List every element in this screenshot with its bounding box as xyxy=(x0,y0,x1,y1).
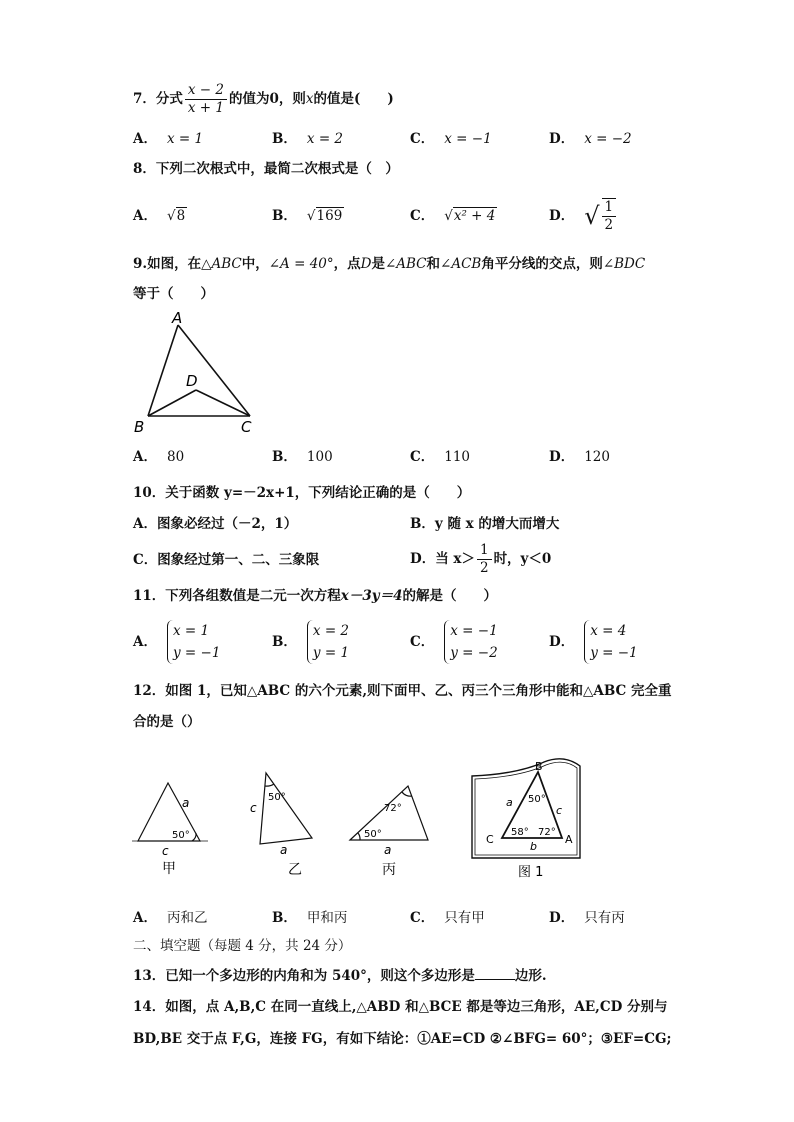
q11-option-b[interactable]: B． x = 2 y = 1 xyxy=(272,620,349,664)
label-b: B xyxy=(134,418,145,436)
figure-jia xyxy=(132,775,212,880)
q8-option-d[interactable]: D． √ $\frac{1}{2}$ xyxy=(549,198,618,234)
q8-stem: 8．下列二次根式中，最简二次根式是（ ） xyxy=(133,161,399,177)
q11-option-a[interactable]: A． x = 1 y = −1 xyxy=(133,620,220,664)
figure-1 xyxy=(468,752,588,882)
label-a: A xyxy=(565,833,573,846)
side-label-c: c xyxy=(162,844,169,858)
q11-option-d[interactable]: D． x = 4 y = −1 xyxy=(549,620,638,664)
q8-option-c[interactable]: C． √x² + 4 xyxy=(410,208,496,224)
side-label-a: a xyxy=(384,843,392,857)
figure-yi xyxy=(244,768,324,880)
q8-option-a[interactable]: A． √8 xyxy=(133,208,186,224)
q9-option-a[interactable]: A． 80 xyxy=(133,449,185,465)
label-b: B xyxy=(535,760,543,773)
side-label-a: a xyxy=(182,796,190,810)
equation-system: x = −1 y = −2 xyxy=(444,620,497,664)
q8-d-fraction: $\frac{1}{2}$ xyxy=(602,198,617,234)
equation-system: x = 1 y = −1 xyxy=(167,620,220,664)
angle-arc xyxy=(265,784,274,786)
q9-stem-line2: 等于（ ） xyxy=(133,286,214,302)
q12-option-b[interactable]: B． 甲和丙 xyxy=(272,910,348,926)
q10-option-d[interactable]: D．当 x＞ $\frac{1}{2}$ 时，y＜0 xyxy=(410,542,552,576)
q11-option-c[interactable]: C． x = −1 y = −2 xyxy=(410,620,498,664)
caption-jia: 甲 xyxy=(162,861,176,877)
caption-yi: 乙 xyxy=(288,862,302,878)
label-a: A xyxy=(172,309,183,327)
side-ac xyxy=(178,325,250,416)
side-label-b: b xyxy=(530,840,537,853)
side-label-a: a xyxy=(280,843,288,857)
equation-system: x = 2 y = 1 xyxy=(307,620,349,664)
q14-stem: 14．如图，点 A,B,C 在同一直线上,△ABD 和△BCE 都是等边三角形，AE,CD 分别与 xyxy=(133,999,668,1015)
angle-label: 50° xyxy=(268,792,286,803)
segment-dc xyxy=(196,390,250,416)
q10-stem: 10．关于函数 y=－2x+1，下列结论正确的是（ ） xyxy=(133,485,471,501)
q11-stem: 11．下列各组数值是二元一次方程x－3y＝4的解是（ ） xyxy=(133,588,497,604)
q9-triangle-figure xyxy=(130,308,270,438)
label-c: C xyxy=(486,833,494,846)
triangle-yi xyxy=(260,773,312,844)
section-heading-fill-blank: 二、填空题（每题 4 分，共 24 分） xyxy=(133,938,352,954)
sqrt-symbol: √x² + 4 xyxy=(444,208,496,224)
angle-b-label: 50° xyxy=(528,794,546,805)
q14-stem-line2: BD,BE 交于点 F,G，连接 FG，有如下结论：①AE=CD ②∠BFG= 60°；③EF=CG; xyxy=(133,1031,672,1047)
q12-stem: 12．如图 1，已知△ABC 的六个元素,则下面甲、乙、丙三个三角形中能和△ABC 完全重 xyxy=(133,683,672,699)
angle-c-label: 58° xyxy=(511,827,529,838)
q7-option-d[interactable]: D． x = −2 xyxy=(549,131,632,147)
figure-bing xyxy=(344,776,434,880)
triangle-jia xyxy=(138,783,200,841)
q10-option-c[interactable]: C．图象经过第一、二、三象限 xyxy=(133,552,320,568)
q7-option-a[interactable]: A． x = 1 xyxy=(133,131,204,147)
angle-arc xyxy=(192,833,196,841)
side-label-a: a xyxy=(506,796,513,809)
q8-option-b[interactable]: B． √169 xyxy=(272,208,343,224)
equation-system: x = 4 y = −1 xyxy=(584,620,637,664)
q13-stem: 13．已知一个多边形的内角和为 540°，则这个多边形是 边形. xyxy=(133,968,547,984)
angle-a-label: 72° xyxy=(538,827,556,838)
q9-option-b[interactable]: B． 100 xyxy=(272,449,333,465)
angle-arc xyxy=(358,833,360,840)
label-d: D xyxy=(186,372,198,390)
caption-figure-1: 图 1 xyxy=(518,865,544,880)
q9-stem: 9.如图，在△ABC中，∠A = 40°，点D是∠ABC和∠ACB角平分线的交点，则∠BDC xyxy=(133,256,646,272)
label-c: C xyxy=(241,418,252,436)
q10-option-a[interactable]: A．图象必经过（－2，1） xyxy=(133,516,298,532)
sqrt-symbol: √ xyxy=(584,202,600,230)
q7-stem: 7．分式 $\frac{x - 2}{x + 1}$ 的值为0，则x的值是( ) xyxy=(133,82,394,116)
q10-d-fraction: $\frac{1}{2}$ xyxy=(477,542,492,577)
angle-label: 50° xyxy=(364,829,382,840)
q7-option-b[interactable]: B． x = 2 xyxy=(272,131,344,147)
sqrt-symbol: √8 xyxy=(166,208,186,224)
caption-bing: 丙 xyxy=(382,862,396,878)
sqrt-symbol: √169 xyxy=(306,208,343,224)
q12-option-d[interactable]: D． 只有丙 xyxy=(549,910,625,926)
angle-label: 72° xyxy=(384,803,402,814)
q12-option-a[interactable]: A． 丙和乙 xyxy=(133,910,208,926)
side-label-c: c xyxy=(556,804,563,817)
q7-option-c[interactable]: C． x = −1 xyxy=(410,131,492,147)
q12-stem-line2: 合的是（） xyxy=(133,714,201,730)
angle-label: 50° xyxy=(172,830,190,841)
q12-option-c[interactable]: C． 只有甲 xyxy=(410,910,485,926)
q9-option-c[interactable]: C． 110 xyxy=(410,449,471,465)
q13-answer-blank[interactable] xyxy=(475,979,515,980)
side-label-c: c xyxy=(250,801,257,815)
q10-option-b[interactable]: B．y 随 x 的增大而增大 xyxy=(410,516,560,532)
q7-fraction: $\frac{x - 2}{x + 1}$ xyxy=(185,82,227,117)
q9-option-d[interactable]: D． 120 xyxy=(549,449,610,465)
